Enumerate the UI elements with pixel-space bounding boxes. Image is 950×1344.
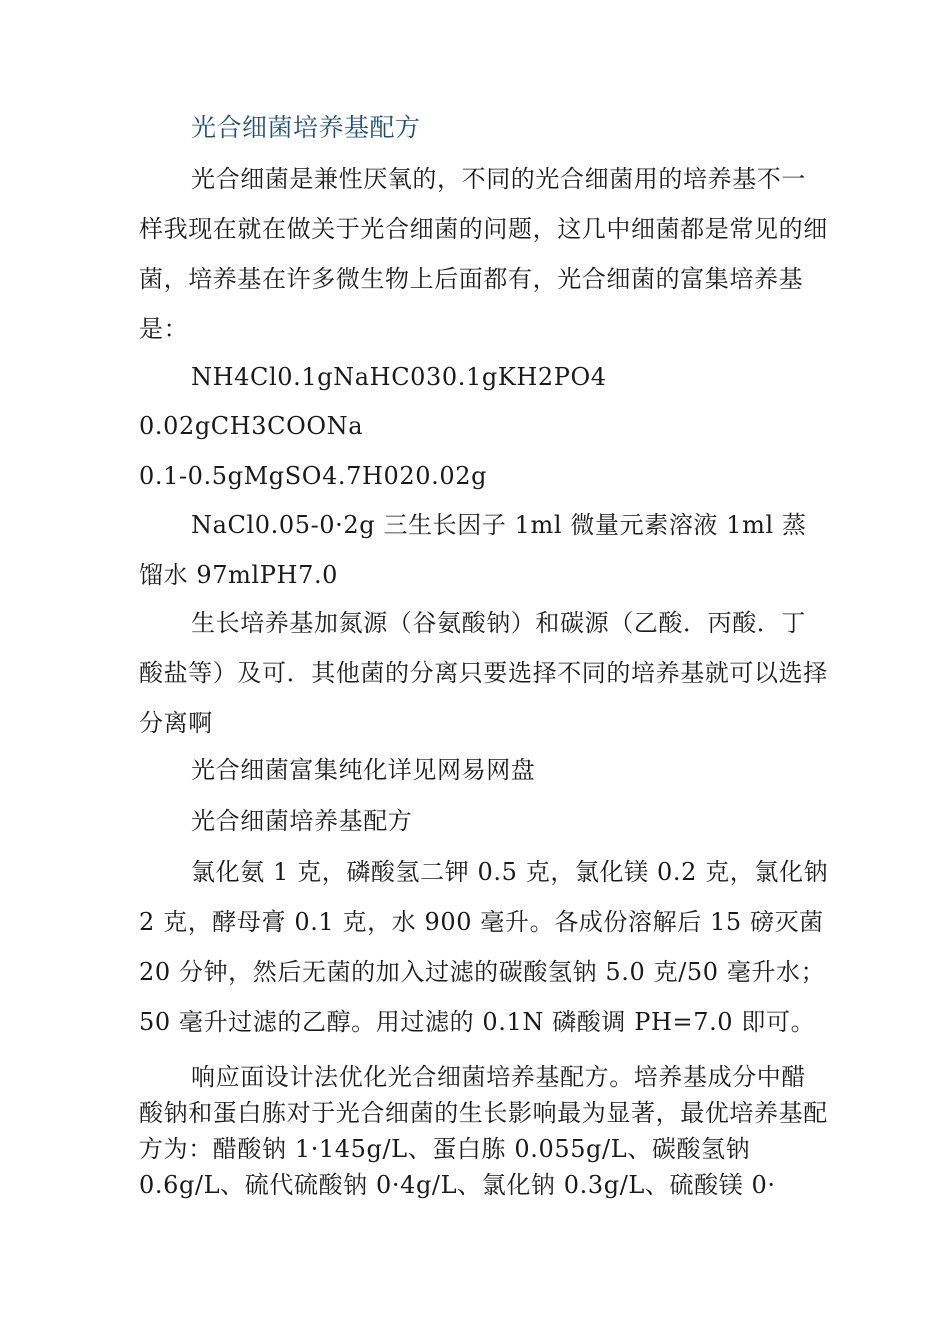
paragraph-formula-cont: NaCl0.05-0·2g 三生长因子 1ml 微量元素溶液 1ml 蒸馏水 97mlPH7.0 bbox=[139, 511, 807, 589]
paragraph-optimization: 响应面设计法优化光合细菌培养基配方。培养基成分中醋酸钠和蛋白胨对于光合细菌的生长影响最为显著，最优培养基配方为：醋酸钠 1·145g/L、蛋白胨 0.055g/L、碳酸氢钠 0.6g/L、硫代硫酸钠 0·4g/L、氯化钠 0.3g/L、硫酸镁 0· bbox=[139, 1063, 828, 1199]
paragraph-recipe: 氯化氨 1 克，磷酸氢二钾 0.5 克，氯化镁 0.2 克，氯化钠 2 克，酵母膏 0.1 克，水 900 毫升。各成份溶解后 15 磅灭菌 20 分钟，然后无菌的加入过滤的碳酸氢钠 5.0 克/50 毫升水；50 毫升过滤的乙醇。用过滤的 0.1N 磷酸调 PH=7.0 即可。 bbox=[139, 858, 829, 1036]
formula-line-3: 0.1-0.5gMgSO4.7H020.02g bbox=[139, 462, 488, 490]
paragraph-subtitle: 光合细菌培养基配方 bbox=[191, 807, 413, 835]
paragraph-netdisk: 光合细菌富集纯化详见网易网盘 bbox=[191, 756, 536, 784]
document-title: 光合细菌培养基配方 bbox=[191, 113, 421, 142]
paragraph-growth-medium: 生长培养基加氮源（谷氨酸钠）和碳源（乙酸．丙酸．丁酸盐等）及可．其他菌的分离只要选择不同的培养基就可以选择分离啊 bbox=[139, 609, 828, 737]
formula-line-1: NH4Cl0.1gNaHC030.1gKH2PO4 bbox=[191, 363, 607, 391]
formula-line-2: 0.02gCH3COONa bbox=[139, 412, 364, 440]
paragraph-intro: 光合细菌是兼性厌氧的，不同的光合细菌用的培养基不一样我现在就在做关于光合细菌的问题，这几中细菌都是常见的细菌，培养基在许多微生物上后面都有，光合细菌的富集培养基是： bbox=[139, 165, 828, 343]
